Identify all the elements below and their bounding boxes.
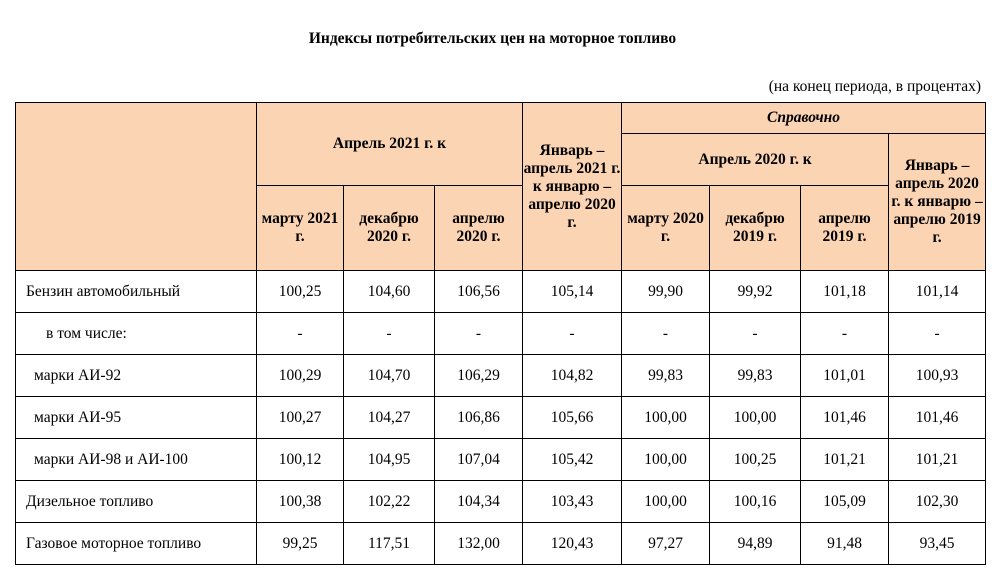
row-label: Бензин автомобильный	[16, 271, 257, 313]
table-row	[16, 523, 986, 565]
table-row	[16, 481, 986, 523]
table-cell: 100,38	[257, 481, 344, 523]
table-cell: 104,70	[344, 355, 435, 397]
table-cell: 102,22	[344, 481, 435, 523]
table-cell: -	[710, 313, 801, 355]
table-cell: -	[801, 313, 889, 355]
table-cell: 120,43	[523, 523, 622, 565]
cpi-table	[15, 102, 986, 565]
table-cell: 106,29	[435, 355, 523, 397]
row-label: марки АИ-98 и АИ-100	[16, 439, 257, 481]
table-cell: 101,18	[801, 271, 889, 313]
header-sub-mar-2021: марту 2021 г.	[257, 186, 344, 271]
table-cell: -	[622, 313, 710, 355]
table-cell: 99,83	[710, 355, 801, 397]
table-cell: 99,83	[622, 355, 710, 397]
table-cell: -	[889, 313, 986, 355]
header-sub-apr-2020: апрелю 2020 г.	[435, 186, 523, 271]
table-cell: -	[257, 313, 344, 355]
table-cell: 99,90	[622, 271, 710, 313]
table-cell: -	[523, 313, 622, 355]
table-cell: 93,45	[889, 523, 986, 565]
table-cell: 100,29	[257, 355, 344, 397]
table-cell: 101,46	[889, 397, 986, 439]
table-cell: -	[435, 313, 523, 355]
header-april-2020: Апрель 2020 г. к	[622, 134, 889, 186]
table-cell: 104,60	[344, 271, 435, 313]
table-cell: 104,27	[344, 397, 435, 439]
table-cell: 105,42	[523, 439, 622, 481]
page-title: Индексы потребительских цен на моторное топливо	[308, 30, 677, 47]
table-cell: 100,25	[710, 439, 801, 481]
table-cell: 100,00	[710, 397, 801, 439]
header-jan-apr-2021: Январь – апрель 2021 г. к январю – апрелю 2020 г.	[523, 103, 622, 271]
table-cell: 105,09	[801, 481, 889, 523]
table-cell: 106,56	[435, 271, 523, 313]
unit-note: (на конец периода, в процентах)	[768, 78, 981, 95]
header-sub-dec-2020: декабрю 2020 г.	[344, 186, 435, 271]
header-reference: Справочно	[622, 103, 986, 134]
table-row	[16, 439, 986, 481]
table-row	[16, 355, 986, 397]
table-cell: 104,95	[344, 439, 435, 481]
table-cell: 100,12	[257, 439, 344, 481]
table-row	[16, 397, 986, 439]
row-label: Газовое моторное топливо	[16, 523, 257, 565]
table-cell: 101,14	[889, 271, 986, 313]
table-cell: 106,86	[435, 397, 523, 439]
header-april-2021: Апрель 2021 г. к	[257, 103, 523, 186]
row-label: Дизельное топливо	[16, 481, 257, 523]
table-cell: 104,34	[435, 481, 523, 523]
table-cell: 101,21	[801, 439, 889, 481]
table-cell: 105,66	[523, 397, 622, 439]
header-sub-mar-2020: марту 2020 г.	[622, 186, 710, 271]
table-cell: 105,14	[523, 271, 622, 313]
table-cell: 100,93	[889, 355, 986, 397]
table-cell: 103,43	[523, 481, 622, 523]
table-cell: 91,48	[801, 523, 889, 565]
table-cell: 101,46	[801, 397, 889, 439]
table-cell: 100,00	[622, 397, 710, 439]
row-label: марки АИ-92	[16, 355, 257, 397]
table-cell: 107,04	[435, 439, 523, 481]
table-cell: 101,01	[801, 355, 889, 397]
table-cell: 99,25	[257, 523, 344, 565]
table-cell: 100,00	[622, 481, 710, 523]
table-cell: 94,89	[710, 523, 801, 565]
table-cell: 100,16	[710, 481, 801, 523]
table-row	[16, 313, 986, 355]
table-cell: 100,27	[257, 397, 344, 439]
table-row	[16, 271, 986, 313]
header-sub-dec-2019: декабрю 2019 г.	[710, 186, 801, 271]
row-label: в том числе:	[16, 313, 257, 355]
header-sub-apr-2019: апрелю 2019 г.	[801, 186, 889, 271]
table-cell: 101,21	[889, 439, 986, 481]
table-cell: 100,25	[257, 271, 344, 313]
table-cell: 104,82	[523, 355, 622, 397]
header-jan-apr-2020: Январь – апрель 2020 г. к январю – апрелю 2019 г.	[889, 134, 986, 271]
row-label: марки АИ-95	[16, 397, 257, 439]
header-empty-cell	[16, 103, 257, 271]
table-cell: 132,00	[435, 523, 523, 565]
table-cell: 97,27	[622, 523, 710, 565]
table-cell: -	[344, 313, 435, 355]
table-cell: 117,51	[344, 523, 435, 565]
table-cell: 100,00	[622, 439, 710, 481]
table-cell: 99,92	[710, 271, 801, 313]
table-cell: 102,30	[889, 481, 986, 523]
